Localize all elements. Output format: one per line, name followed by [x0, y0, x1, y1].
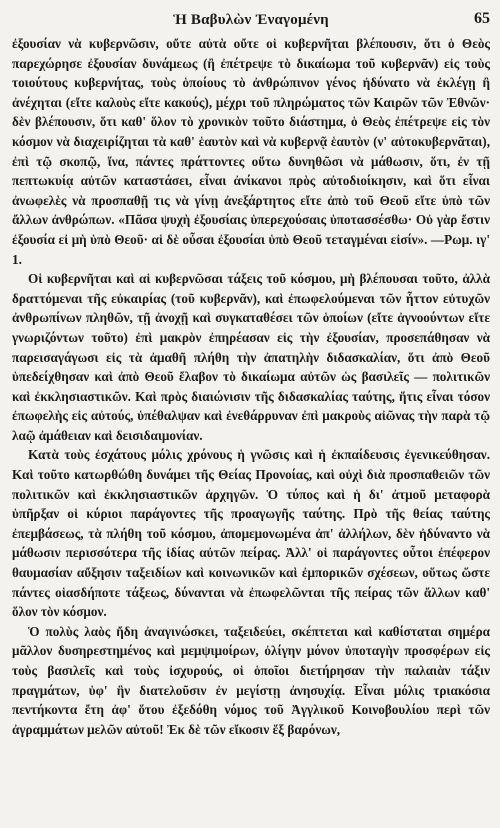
paragraph-4: Ὁ πολὺς λαὸς ἤδη ἀναγινώσκει, ταξειδεύει, σκέπτεται καὶ καθίσταται σημέρα μᾶλλον δυσηρεστημένος καὶ μεμψιμοίρων, ὀλίγην μόνον ὑποταγὴν προσφέρων εἰς τοὺς βασιλεῖς καὶ τοὺς ἰσχυρούς, οἱ ὁποῖοι διετήρησαν τὴν παλαιὰν τάξιν πραγμάτων, ὑφ' ἣν διατελοῦσιν ἐν μεγίστῃ ἀνησυχίᾳ. Εἶναι μόλις τριακόσια πεντήκοντα ἔτη ἀφ' ὅτου ἐξεδόθη νόμος τοῦ Ἀγγλικοῦ Κοινοβουλίου περὶ τῶν ἀγραμμάτων μελῶν αὐτοῦ! Ἐκ δὲ τῶν εἴκοσιν ἕξ βαρόνων,	[12, 623, 490, 737]
page-header	[12, 4, 490, 34]
paragraph-2: Οἱ κυβερνῆται καὶ αἱ κυβερνῶσαι τάξεις τοῦ κόσμου, μὴ βλέπουσαι τοῦτο, ἀλλὰ δραττόμεναι τῆς εὐκαιρίας (τοῦ κυβερνᾶν), καὶ ἐπωφελούμεναι τῶν ἧττον εὐτυχῶν ἀνθρωπίνων πληθῶν, τῇ ἀνοχῇ καὶ συγκαταθέσει τῶν ὁποίων (εἴτε ἀγνοούντων εἴτε γνωριζόντων τοῦτο) ἐπὶ μακρὸν ἐπηρέασαν εἰς τὴν ἐξουσίαν, προσεπάθησαν νὰ παρεισαγάγωσι εἰς τὰ ἀμαθῆ πλήθη τὴν ἀπατηλὴν διδασκαλίαν, ὅτι ἀπὸ Θεοῦ ὑπεδείχθησαν καὶ ἀπὸ Θεοῦ ἔλαβον τὸ δικαίωμα αὐτῶν ὡς βασιλεῖς — πολιτικῶν καὶ ἐκκλησιαστικῶν. Καὶ πρὸς διαιώνισιν τῆς διδασκαλίας ταύτης, ἥτις εἶναι τόσον ἐπωφελὴς εἰς αὐτούς, ὑπέθαλψαν καὶ ἐνεθάρρυναν ἐπὶ μακροὺς αἰῶνας τὴν παρὰ τῷ λαῷ ἀμάθειαν καὶ δεισιδαιμονίαν.	[12, 271, 490, 443]
body-text	[12, 34, 490, 739]
page-number: 65	[474, 10, 490, 27]
book-page	[12, 4, 490, 822]
paragraph-3: Κατὰ τοὺς ἐσχάτους μόλις χρόνους ἡ γνῶσις καὶ ἡ ἐκπαίδευσις ἐγενικεύθησαν. Καὶ τοῦτο κατωρθώθη δυνάμει τῆς Θείας Προνοίας, καὶ οὐχὶ διὰ προσπαθειῶν τῶν πολιτικῶν καὶ ἐκκλησιαστικῶν ἀρχηγῶν. Ὁ τύπος καὶ ἡ δι' ἀτμοῦ μεταφορὰ ὑπῆρξαν οἱ κύριοι παράγοντες τῆς προαγωγῆς ταύτης. Πρὸ τῆς θείας ταύτης ἐπεμβάσεως, τὰ πλήθη τοῦ κόσμου, ἀπομεμονωμένα ἀπ' ἀλλήλων, δὲν ἠδύναντο νὰ μάθωσιν περισσότερα τῆς ἰδίας αὐτῶν πείρας. Ἀλλ' οἱ παράγοντες οὗτοι ἐπέφερον θαυμασίαν αὔξησιν ταξειδίων καὶ κοινωνικῶν καὶ ἐμπορικῶν σχέσεων, οὕτως ὥστε πάντες οἱασδήποτε τάξεως, δύνανται νὰ ἐπωφελῶνται τῆς πείρας τῶν ἄλλων καθ' ὅλον τὸν κόσμον.	[12, 447, 490, 620]
paragraph-1: ἐξουσίαν νὰ κυβερνῶσιν, οὔτε αὐτὰ οὔτε οἱ κυβερνῆται βλέπουσιν, ὅτι ὁ Θεὸς παρεχώρησε ἐξουσίαν δυνάμεως (ἢ ἐπέτρεψε τὸ δικαίωμα τοῦ κυβερνᾶν) εἰς τοὺς τοιούτους κυβερνήτας, τοὺς ὁποίους τὸ ἀνθρώπινον γένος ἠδύνατο νὰ ἐκλέγῃ ἢ ἀνέχηται (εἴτε καλοὺς εἴτε κακούς), μέχρι τοῦ πληρώματος τῶν Καιρῶν τῶν Ἐθνῶν· δὲν βλέπουσιν, ὅτι καθ' ὅλον τὸ χρονικὸν τοῦτο διάστημα, ὁ Θεὸς ἐπέτρεψε εἰς τὸν κόσμον νὰ διαχειρίζηται τὰ καθ' ἑαυτὸν καὶ νὰ κυβερνᾷ ἑαυτὸν (ν' αὐτοκυβερνᾶται), ἐπὶ τῷ σκοπῷ, ἵνα, πάντες πράττοντες οὕτω δυνηθῶσι νὰ μάθωσιν, ὅτι, ἐν τῇ πεπτωκυίᾳ αὐτῶν καταστάσει, εἶναι ἀνίκανοι πρὸς αὐτοδιοίκησιν, καὶ ὅτι εἶναι ἀνωφελὲς νὰ προσπαθῇ τις νὰ γίνῃ ἀνεξάρτητος εἴτε ἀπὸ τοῦ Θεοῦ εἴτε ὑπὸ τῶν ἄλλων ἀνθρώπων. «Πᾶσα ψυχὴ ἐξουσίαις ὑπερεχούσαις ὑποτασσέσθω· Οὐ γὰρ ἔστιν ἐξουσία εἰ μὴ ὑπὸ Θεοῦ· αἱ δὲ οὖσαι ἐξουσίαι ὑπὸ Θεοῦ τεταγμέναι εἰσίν». —Ρωμ. ιγ' 1.	[12, 36, 490, 267]
running-title: Ἡ Βαβυλὼν Ἐναγομένη	[173, 12, 329, 28]
